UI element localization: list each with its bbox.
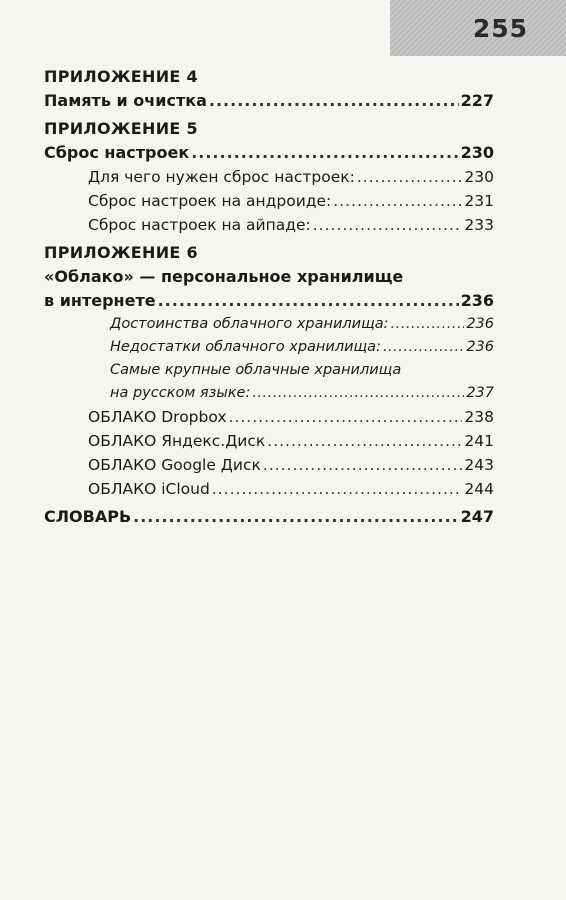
toc-entry-page: 230 bbox=[460, 143, 494, 162]
page-number: 255 bbox=[472, 13, 528, 43]
toc-entry-title: Сброс настроек bbox=[44, 143, 190, 162]
leader-dots bbox=[252, 382, 464, 405]
toc-entry-page: 241 bbox=[464, 432, 494, 450]
toc-subentry[interactable] bbox=[44, 405, 494, 429]
leader-dots bbox=[391, 313, 465, 336]
toc-subentry[interactable] bbox=[44, 477, 494, 501]
toc-entry-title-line: «Облако» — персональное хранилище bbox=[44, 267, 404, 286]
toc-entry-page: 236 bbox=[466, 316, 494, 332]
toc-entry-page: 227 bbox=[460, 91, 494, 110]
toc-entry-title: ОБЛАКО iCloud bbox=[88, 480, 210, 498]
toc-entry-page: 237 bbox=[466, 385, 494, 401]
toc-entry[interactable] bbox=[44, 141, 494, 165]
toc-entry-title: Достоинства облачного хранилища: bbox=[110, 316, 389, 332]
toc-subentry-italic[interactable] bbox=[44, 313, 494, 336]
toc-entry-title: ОБЛАКО Яндекс.Диск bbox=[88, 432, 266, 450]
toc-entry-title: ОБЛАКО Google Диск bbox=[88, 456, 261, 474]
toc-entry-title: на русском языке: bbox=[110, 385, 251, 401]
toc-entry-page: 247 bbox=[460, 507, 494, 526]
toc-subentry-italic[interactable] bbox=[44, 336, 494, 359]
toc-entry[interactable] bbox=[44, 89, 494, 113]
toc-entry[interactable] bbox=[44, 289, 494, 313]
toc-entry-title: в интернете bbox=[44, 291, 156, 310]
toc-entry-page: 236 bbox=[466, 339, 494, 355]
appendix-4-heading: ПРИЛОЖЕНИЕ 4 bbox=[44, 67, 198, 86]
toc-entry-page: 230 bbox=[464, 168, 494, 186]
leader-dots bbox=[209, 89, 459, 113]
leader-dots bbox=[133, 505, 458, 529]
appendix-6-heading: ПРИЛОЖЕНИЕ 6 bbox=[44, 243, 198, 262]
toc-subentry[interactable] bbox=[44, 165, 494, 189]
toc-subentry[interactable] bbox=[44, 189, 494, 213]
leader-dots bbox=[313, 213, 463, 237]
leader-dots bbox=[229, 405, 463, 429]
toc-entry-page: 243 bbox=[464, 456, 494, 474]
toc-entry-title: Для чего нужен сброс настроек: bbox=[88, 168, 355, 186]
toc-subentry-italic[interactable] bbox=[44, 382, 494, 405]
toc-entry-page: 233 bbox=[464, 216, 494, 234]
toc-entry-title: Память и очистка bbox=[44, 91, 207, 110]
leader-dots bbox=[357, 165, 463, 189]
toc-entry-title: ОБЛАКО Dropbox bbox=[88, 408, 227, 426]
table-of-contents bbox=[44, 65, 494, 529]
leader-dots bbox=[191, 141, 458, 165]
page-number-tab bbox=[390, 0, 566, 56]
toc-subentry[interactable] bbox=[44, 429, 494, 453]
leader-dots bbox=[212, 477, 463, 501]
leader-dots bbox=[383, 336, 464, 359]
leader-dots bbox=[333, 189, 462, 213]
toc-subentry[interactable] bbox=[44, 213, 494, 237]
toc-subentry[interactable] bbox=[44, 453, 494, 477]
leader-dots bbox=[267, 429, 462, 453]
leader-dots bbox=[263, 453, 463, 477]
leader-dots bbox=[158, 289, 459, 313]
toc-entry-title: Недостатки облачного хранилища: bbox=[110, 339, 381, 355]
toc-entry-page: 236 bbox=[460, 291, 494, 310]
appendix-5-heading: ПРИЛОЖЕНИЕ 5 bbox=[44, 119, 198, 138]
toc-entry-title: Сброс настроек на андроиде: bbox=[88, 192, 332, 210]
toc-entry-title: Сброс настроек на айпаде: bbox=[88, 216, 311, 234]
toc-entry-page: 238 bbox=[464, 408, 494, 426]
toc-entry-page: 231 bbox=[464, 192, 494, 210]
toc-entry-title: СЛОВАРЬ bbox=[44, 507, 132, 526]
toc-glossary-entry[interactable] bbox=[44, 505, 494, 529]
toc-entry-page: 244 bbox=[464, 480, 494, 498]
toc-entry-title-line: Самые крупные облачные хранилища bbox=[110, 362, 402, 378]
